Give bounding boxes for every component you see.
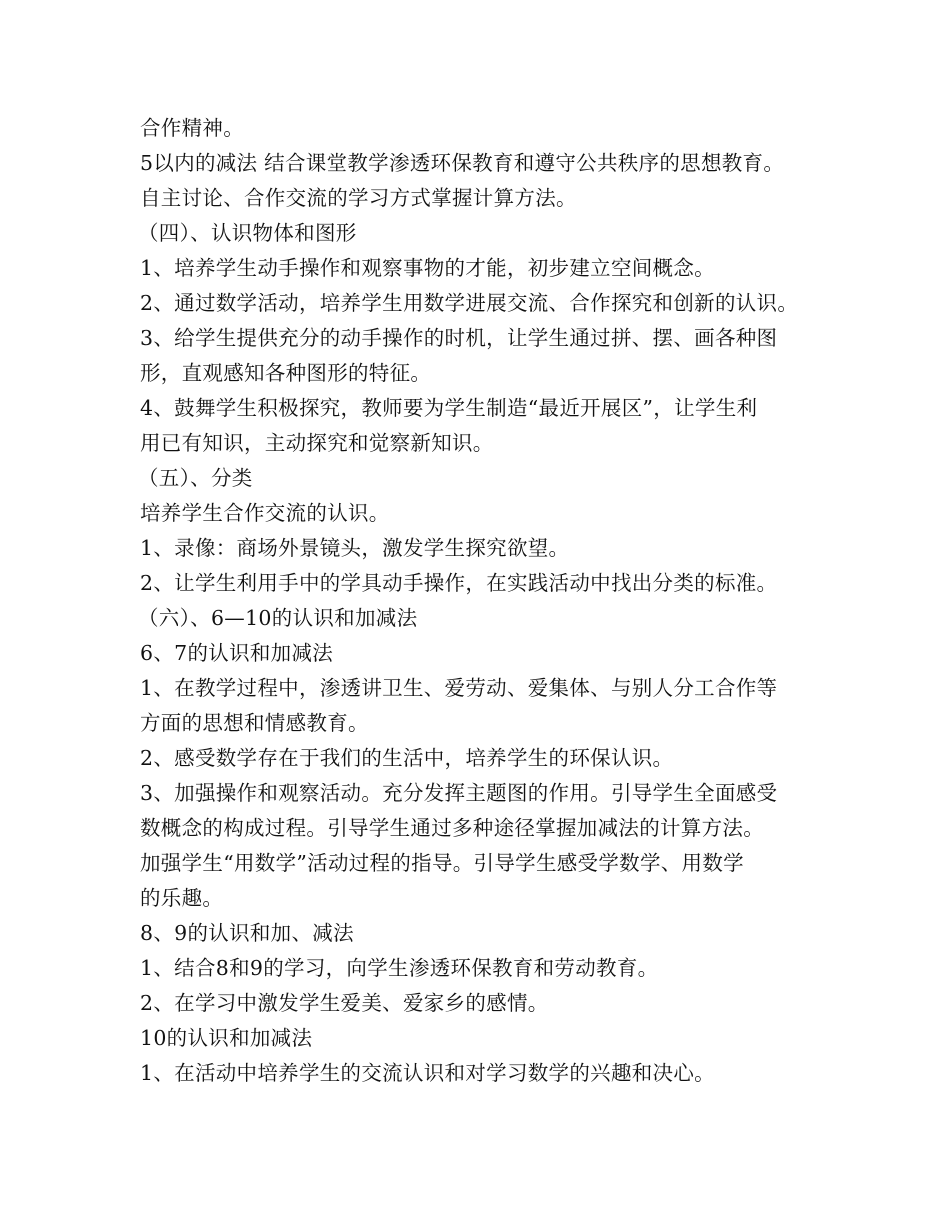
text-line: 培养学生合作交流的认识。 <box>140 501 390 525</box>
text-line: 1、在活动中培养学生的交流认识和对学习数学的兴趣和决心。 <box>140 1061 715 1085</box>
text-line: 5以内的减法 结合课堂教学渗透环保教育和遵守公共秩序的思想教育。 <box>140 151 785 175</box>
text-line: 数概念的构成过程。引导学生通过多种途径掌握加减法的计算方法。 <box>140 816 764 840</box>
text-line: 形，直观感知各种图形的特征。 <box>140 361 432 385</box>
text-line: 2、在学习中激发学生爱美、爱家乡的感情。 <box>140 991 549 1015</box>
section-heading-6: （六）、6—10的认识和加减法 <box>138 606 418 630</box>
text-line: 3、给学生提供充分的动手操作的时机，让学生通过拼、摆、画各种图 <box>140 326 778 350</box>
text-line: 2、通过数学活动，培养学生用数学进展交流、合作探究和创新的认识。 <box>140 291 799 315</box>
subsection-heading: 8、9的认识和加、减法 <box>140 921 354 945</box>
text-line: 1、培养学生动手操作和观察事物的才能，初步建立空间概念。 <box>140 256 715 280</box>
text-line: 合作精神。 <box>140 116 244 140</box>
text-line: 用已有知识，主动探究和觉察新知识。 <box>140 431 494 455</box>
text-line: 加强学生“用数学”活动过程的指导。引导学生感受学数学、用数学 <box>140 851 744 875</box>
document-body <box>140 111 820 1091</box>
text-line: 3、加强操作和观察活动。充分发挥主题图的作用。引导学生全面感受 <box>140 781 778 805</box>
text-line: 自主讨论、合作交流的学习方式掌握计算方法。 <box>140 186 577 210</box>
text-line: 的乐趣。 <box>140 886 224 910</box>
text-line: 1、录像：商场外景镜头，激发学生探究欲望。 <box>140 536 570 560</box>
text-line: 1、结合8和9的学习，向学生渗透环保教育和劳动教育。 <box>140 956 659 980</box>
subsection-heading: 6、7的认识和加减法 <box>140 641 334 665</box>
text-line: 2、感受数学存在于我们的生活中，培养学生的环保认识。 <box>140 746 674 770</box>
text-line: 4、鼓舞学生积极探究，教师要为学生制造“最近开展区”，让学生利 <box>140 396 758 420</box>
text-line: 方面的思想和情感教育。 <box>140 711 369 735</box>
subsection-heading: 10的认识和加减法 <box>140 1026 313 1050</box>
section-heading-4: （四）、认识物体和图形 <box>138 221 357 245</box>
text-line: 2、让学生利用手中的学具动手操作，在实践活动中找出分类的标准。 <box>140 571 778 595</box>
text-line: 1、在教学过程中，渗透讲卫生、爱劳动、爱集体、与别人分工合作等 <box>140 676 778 700</box>
section-heading-5: （五）、分类 <box>138 466 253 490</box>
